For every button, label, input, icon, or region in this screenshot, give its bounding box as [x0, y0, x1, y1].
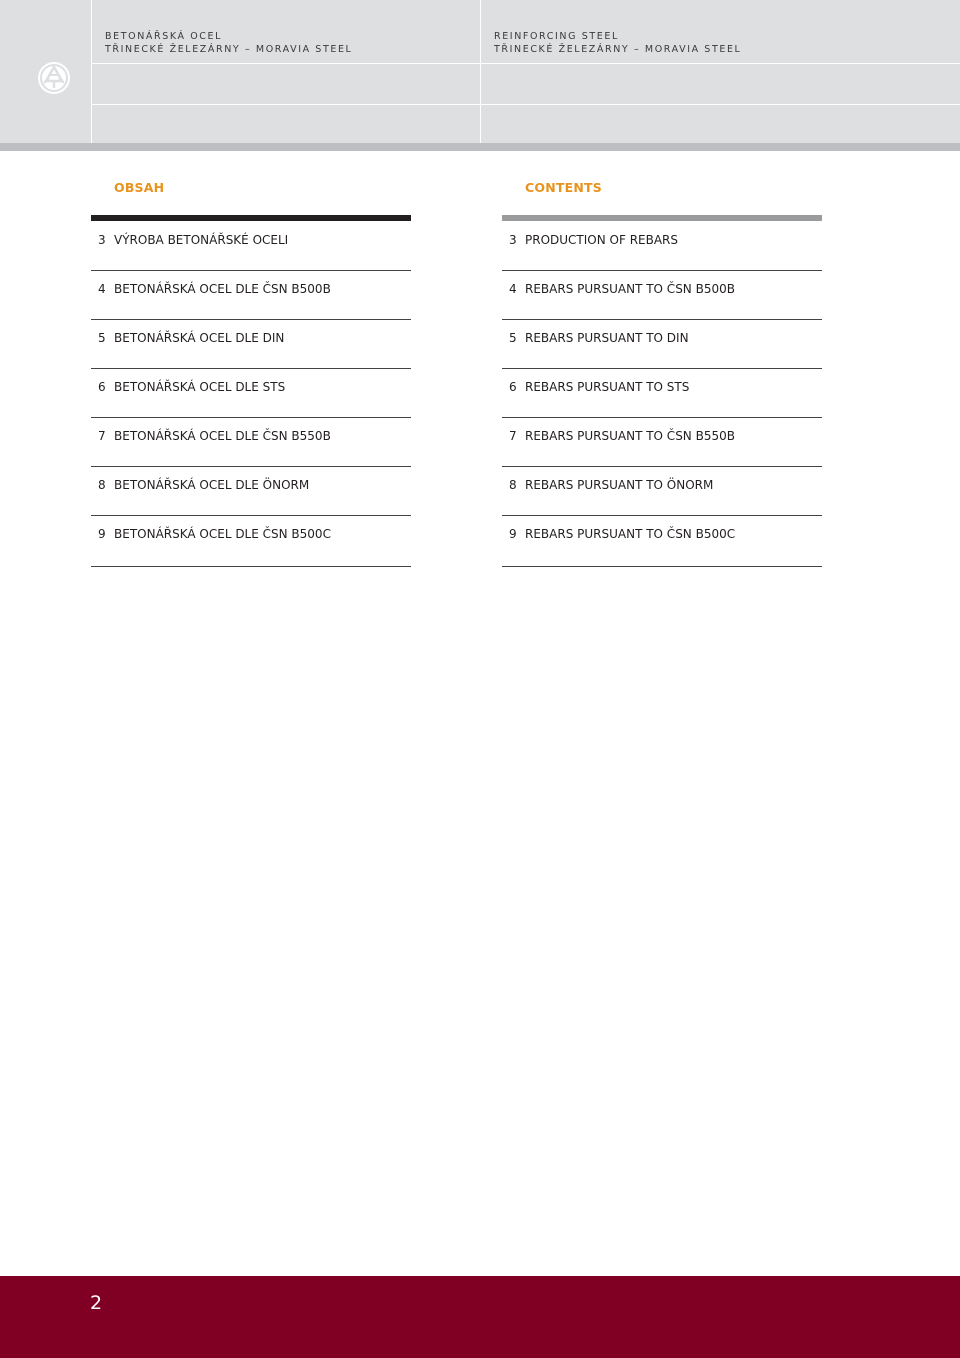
toc-page-number: 3	[509, 233, 517, 247]
toc-page-number: 3	[98, 233, 106, 247]
header-title-cz-line2: TŘINECKÉ ŽELEZÁRNY – MORAVIA STEEL	[105, 44, 353, 55]
toc-entry-title: BETONÁŘSKÁ OCEL DLE ČSN B500B	[114, 282, 331, 296]
trinecke-zelezarny-logo-icon	[37, 61, 71, 95]
toc-cz-entry[interactable]	[91, 516, 411, 567]
toc-entry-title: PRODUCTION OF REBARS	[525, 233, 679, 247]
toc-entry-title: BETONÁŘSKÁ OCEL DLE ÖNORM	[114, 478, 310, 492]
toc-page-number: 6	[509, 380, 517, 394]
toc-page-number: 5	[509, 331, 517, 345]
toc-en-entry[interactable]	[502, 516, 822, 567]
toc-entry-title: BETONÁŘSKÁ OCEL DLE DIN	[114, 331, 285, 345]
toc-cz-entry[interactable]	[91, 369, 411, 418]
toc-page-number: 8	[98, 478, 106, 492]
toc-en-entry[interactable]	[502, 271, 822, 320]
toc-entry-title: REBARS PURSUANT TO ČSN B500C	[525, 527, 736, 541]
toc-page-number: 4	[98, 282, 106, 296]
toc-entry-title: BETONÁŘSKÁ OCEL DLE STS	[114, 380, 286, 394]
toc-en-entry[interactable]	[502, 222, 822, 271]
page-number: 2	[90, 1292, 103, 1314]
header-title-cz-line1: BETONÁŘSKÁ OCEL	[105, 31, 223, 42]
toc-cz-entry[interactable]	[91, 418, 411, 467]
toc-entry-title: BETONÁŘSKÁ OCEL DLE ČSN B550B	[114, 429, 331, 443]
header-title-cz	[105, 30, 352, 56]
header-divider	[91, 0, 92, 150]
header-rule	[91, 63, 960, 64]
toc-cz-top-rule	[91, 215, 411, 221]
toc-page-number: 6	[98, 380, 106, 394]
toc-page-number: 7	[509, 429, 517, 443]
toc-entry-title: BETONÁŘSKÁ OCEL DLE ČSN B500C	[114, 527, 331, 541]
toc-cz-title: OBSAH	[114, 180, 165, 195]
toc-en-entry[interactable]	[502, 418, 822, 467]
header-title-en-line1: REINFORCING STEEL	[494, 31, 619, 42]
toc-en-entry[interactable]	[502, 369, 822, 418]
toc-page-number: 9	[509, 527, 517, 541]
toc-en-title: CONTENTS	[525, 180, 602, 195]
toc-cz-entry[interactable]	[91, 222, 411, 271]
toc-cz-entry[interactable]	[91, 467, 411, 516]
toc-en-entry[interactable]	[502, 320, 822, 369]
header-divider	[480, 0, 481, 150]
toc-en-entry[interactable]	[502, 467, 822, 516]
toc-entry-title: REBARS PURSUANT TO DIN	[525, 331, 689, 345]
toc-page-number: 7	[98, 429, 106, 443]
toc-entry-title: REBARS PURSUANT TO ČSN B500B	[525, 282, 735, 296]
toc-page-number: 8	[509, 478, 517, 492]
toc-page-number: 9	[98, 527, 106, 541]
header-title-en	[494, 30, 741, 56]
header-bottom-bar	[0, 143, 960, 151]
toc-en-top-rule	[502, 215, 822, 221]
page-footer	[0, 1276, 960, 1358]
header-rule	[91, 104, 960, 105]
toc-cz-entry[interactable]	[91, 271, 411, 320]
toc-entry-title: REBARS PURSUANT TO ČSN B550B	[525, 429, 735, 443]
toc-page-number: 4	[509, 282, 517, 296]
toc-cz-entry[interactable]	[91, 320, 411, 369]
toc-page-number: 5	[98, 331, 106, 345]
toc-entry-title: VÝROBA BETONÁŘSKÉ OCELI	[114, 233, 289, 247]
toc-entry-title: REBARS PURSUANT TO ÖNORM	[525, 478, 714, 492]
header-title-en-line2: TŘINECKÉ ŽELEZÁRNY – MORAVIA STEEL	[494, 44, 742, 55]
page-header	[0, 0, 960, 150]
toc-entry-title: REBARS PURSUANT TO STS	[525, 380, 690, 394]
